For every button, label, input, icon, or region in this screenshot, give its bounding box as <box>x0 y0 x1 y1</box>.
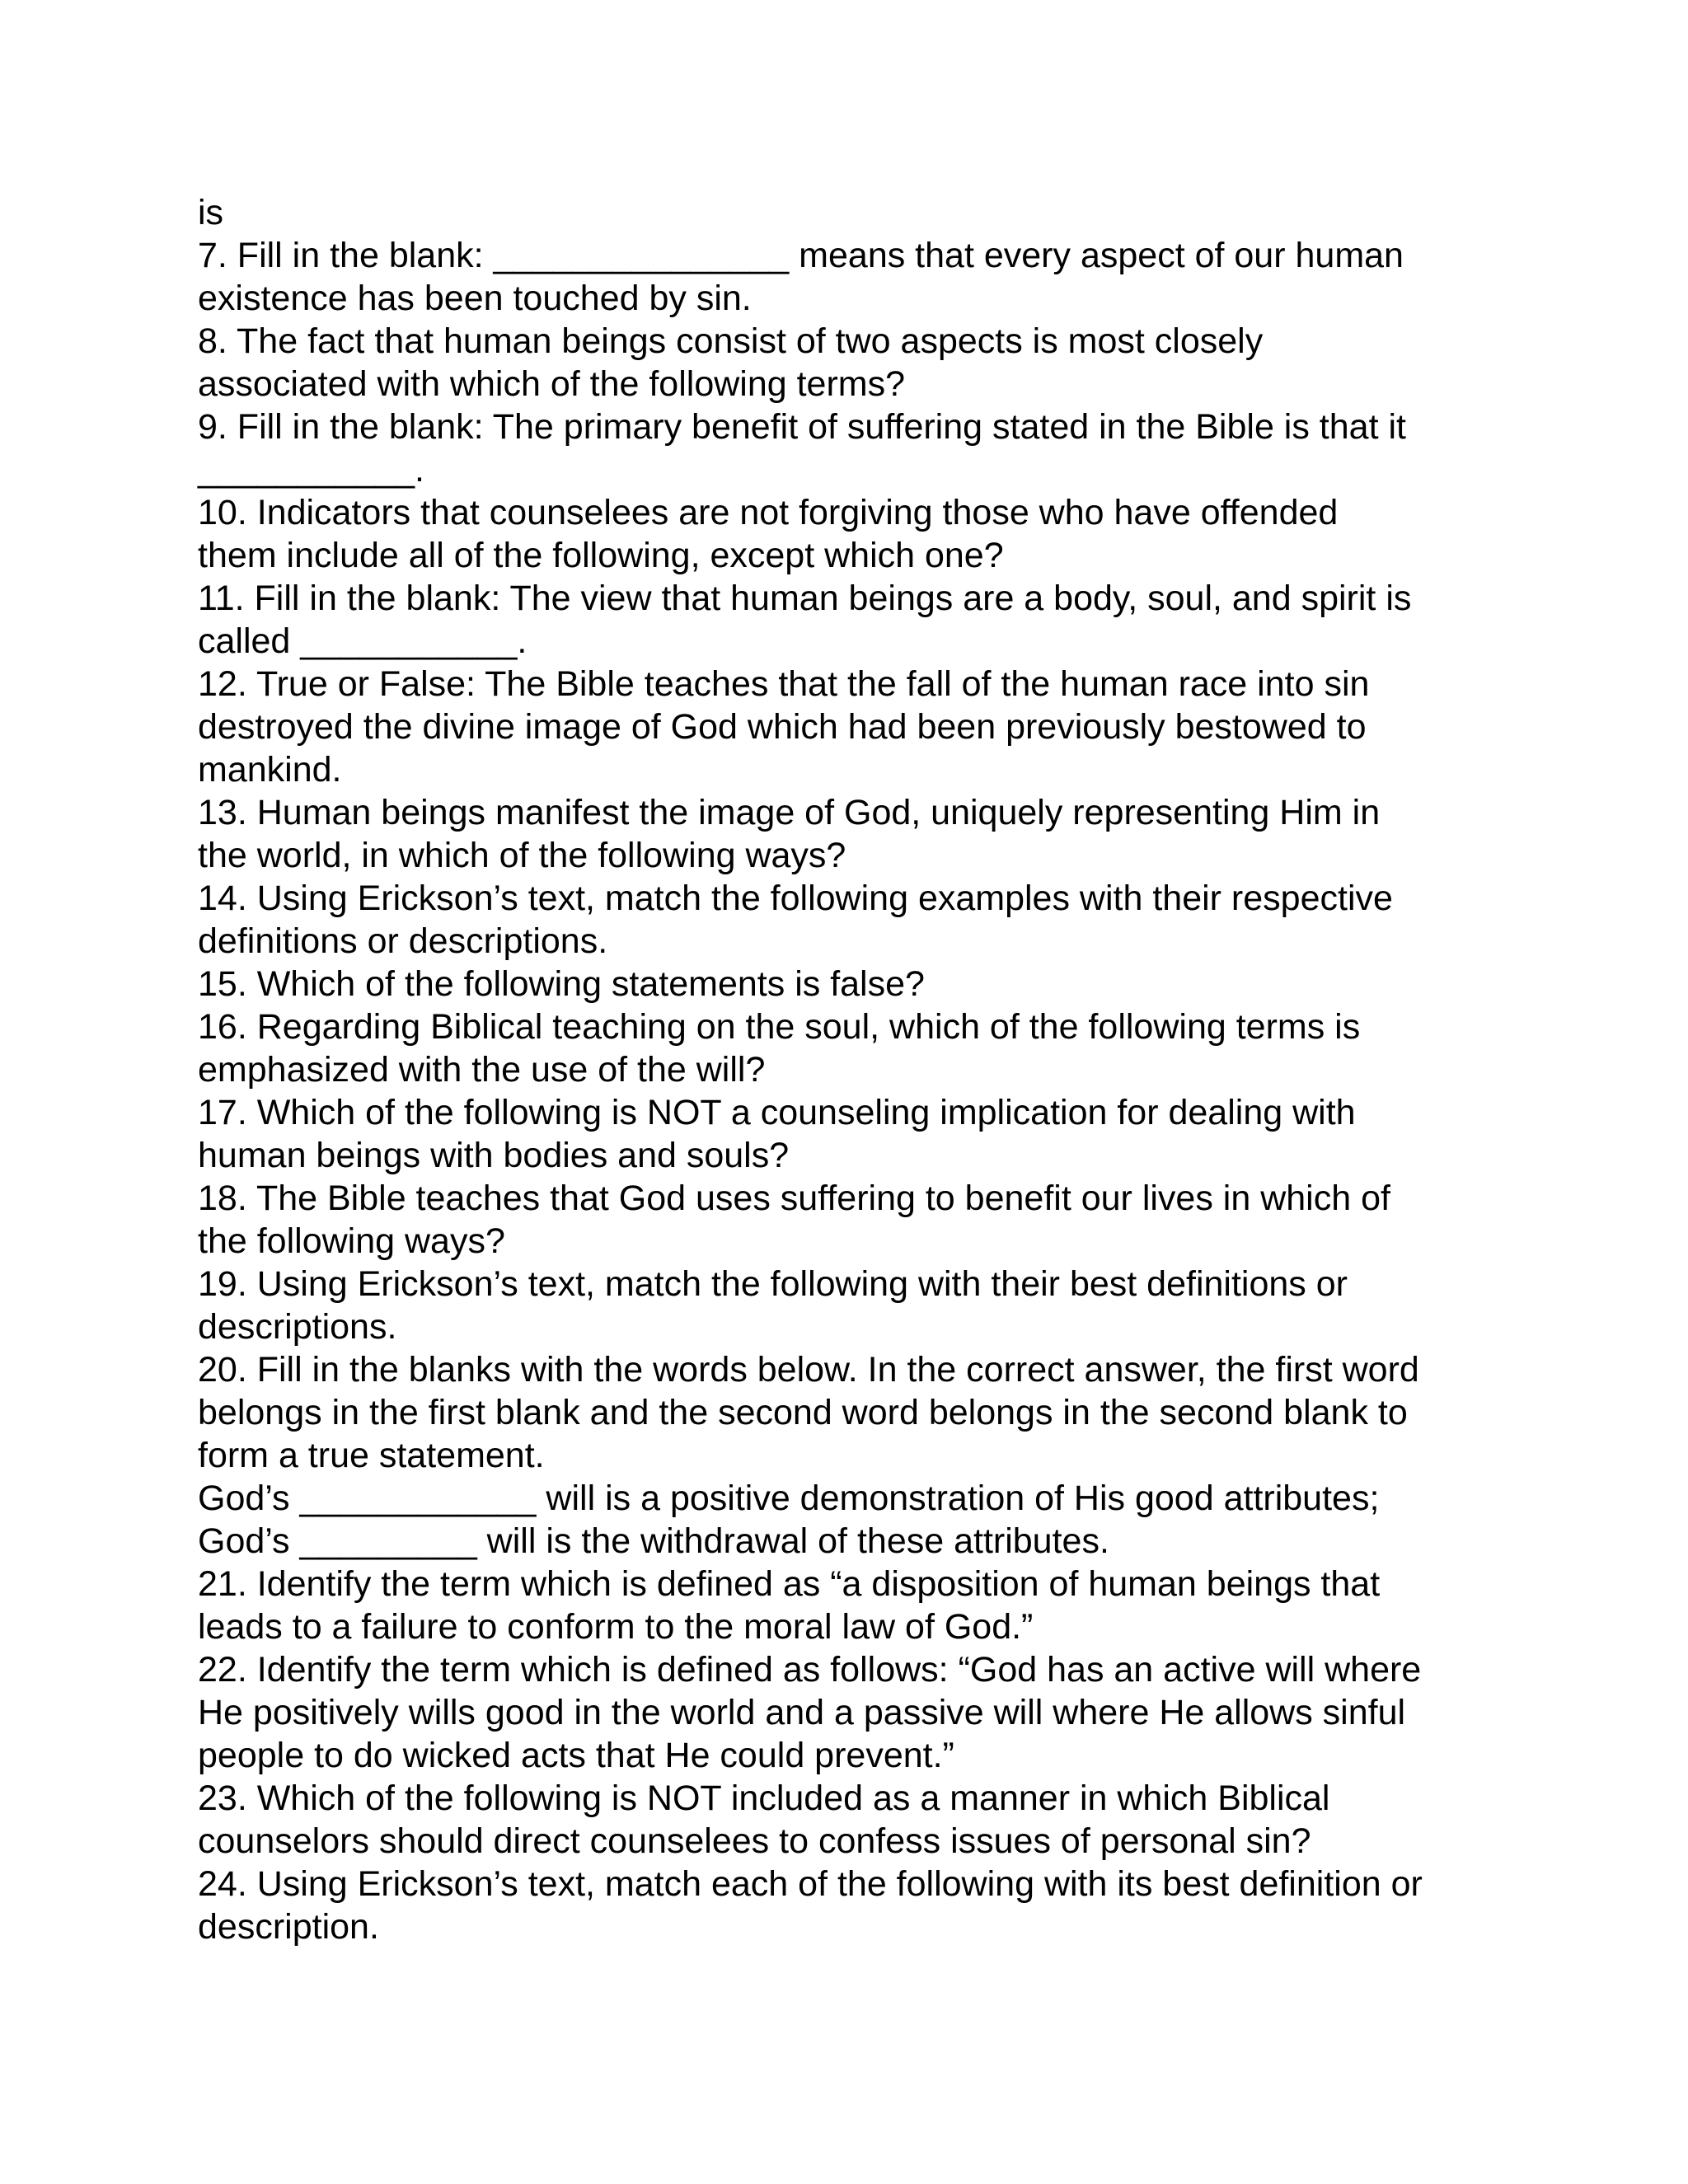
text-line: the world, in which of the following ways? <box>198 836 846 875</box>
question-7-line: 7. Fill in the blank: _______________ means that every aspect of our human <box>198 236 1404 275</box>
text-line: called ___________. <box>198 621 528 661</box>
text-line: form a true statement. <box>198 1436 545 1475</box>
text-line: leads to a failure to conform to the moral law of God.” <box>198 1607 1034 1647</box>
question-13-line: 13. Human beings manifest the image of God, uniquely representing Him in <box>198 793 1381 832</box>
question-17-line: 17. Which of the following is NOT a counseling implication for dealing with <box>198 1093 1356 1132</box>
text-line: counselors should direct counselees to confess issues of personal sin? <box>198 1821 1311 1861</box>
text-line: the following ways? <box>198 1221 505 1261</box>
text-line: them include all of the following, except which one? <box>198 536 1004 575</box>
text-line: God’s _________ will is the withdrawal of these attributes. <box>198 1521 1109 1561</box>
text-line: is <box>198 193 224 232</box>
question-12-line: 12. True or False: The Bible teaches that the fall of the human race into sin <box>198 664 1370 704</box>
text-line: description. <box>198 1907 379 1947</box>
text-line: definitions or descriptions. <box>198 921 608 961</box>
question-9-line: 9. Fill in the blank: The primary benefit of suffering stated in the Bible is that it <box>198 407 1406 447</box>
text-line: descriptions. <box>198 1307 397 1347</box>
question-23-line: 23. Which of the following is NOT included as a manner in which Biblical <box>198 1779 1330 1818</box>
question-16-line: 16. Regarding Biblical teaching on the soul, which of the following terms is <box>198 1007 1361 1047</box>
question-10-line: 10. Indicators that counselees are not forgiving those who have offended <box>198 493 1339 532</box>
question-24-line: 24. Using Erickson’s text, match each of the following with its best definition or <box>198 1864 1423 1904</box>
text-line: associated with which of the following terms? <box>198 364 906 404</box>
question-21-line: 21. Identify the term which is defined as “a disposition of human beings that <box>198 1564 1381 1604</box>
text-line: He positively wills good in the world and a passive will where He allows sinful <box>198 1693 1406 1732</box>
text-line: destroyed the divine image of God which had been previously bestowed to <box>198 707 1367 747</box>
question-20-line: 20. Fill in the blanks with the words below. In the correct answer, the first word <box>198 1350 1419 1390</box>
question-18-line: 18. The Bible teaches that God uses suffering to benefit our lives in which of <box>198 1179 1390 1218</box>
question-22-line: 22. Identify the term which is defined as follows: “God has an active will where <box>198 1650 1422 1690</box>
question-list <box>198 191 1500 1948</box>
question-19-line: 19. Using Erickson’s text, match the following with their best definitions or <box>198 1264 1348 1304</box>
text-line: people to do wicked acts that He could prevent.” <box>198 1736 954 1775</box>
text-line: God’s ____________ will is a positive demonstration of His good attributes; <box>198 1479 1380 1518</box>
text-line: ___________. <box>198 450 425 490</box>
text-line: belongs in the first blank and the second word belongs in the second blank to <box>198 1393 1408 1432</box>
text-line: mankind. <box>198 750 342 790</box>
text-line: human beings with bodies and souls? <box>198 1136 790 1175</box>
question-14-line: 14. Using Erickson’s text, match the following examples with their respective <box>198 879 1393 918</box>
question-11-line: 11. Fill in the blank: The view that human beings are a body, soul, and spirit is <box>198 579 1412 618</box>
text-line: existence has been touched by sin. <box>198 279 752 318</box>
question-15-line: 15. Which of the following statements is false? <box>198 964 925 1004</box>
question-8-line: 8. The fact that human beings consist of two aspects is most closely <box>198 321 1264 361</box>
text-line: emphasized with the use of the will? <box>198 1050 766 1090</box>
